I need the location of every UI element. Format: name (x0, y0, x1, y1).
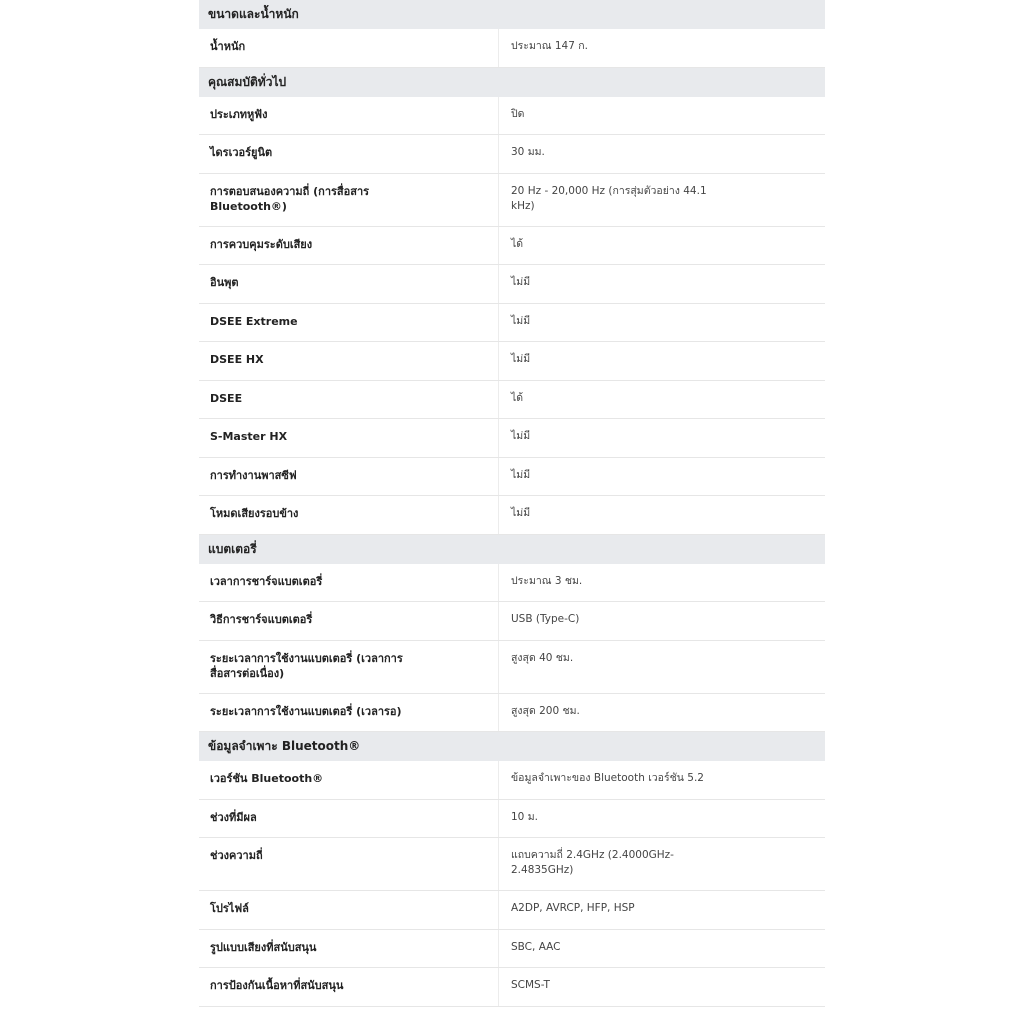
spec-label: ช่วงที่มีผล (199, 800, 499, 838)
spec-label: DSEE HX (199, 342, 499, 380)
spec-row (199, 694, 825, 733)
spec-label: ไดรเวอร์ยูนิต (199, 135, 499, 173)
spec-value: A2DP, AVRCP, HFP, HSP (511, 902, 635, 914)
spec-label: โหมดเสียงรอบข้าง (199, 496, 499, 534)
spec-value: ไม่มี (511, 276, 531, 288)
spec-value: ได้ (511, 237, 524, 250)
spec-row (199, 838, 825, 891)
section-header-size-weight: ขนาดและน้ำหนัก (199, 0, 825, 29)
spec-label: ประเภทหูฟัง (199, 97, 499, 135)
spec-row (199, 97, 825, 136)
spec-label: ระยะเวลาการใช้งานแบตเตอรี่ (เวลาการสื่อสารต่อเนื่อง) (199, 641, 499, 693)
section-header-battery: แบตเตอรี่ (199, 535, 825, 564)
spec-value: ไม่มี (511, 507, 531, 519)
spec-label: การควบคุมระดับเสียง (199, 227, 499, 265)
section-header-general: คุณสมบัติทั่วไป (199, 68, 825, 97)
spec-value: 30 มม. (511, 146, 545, 158)
spec-label: วิธีการชาร์จแบตเตอรี่ (199, 602, 499, 640)
spec-label: โปรไฟล์ (199, 891, 499, 929)
spec-row (199, 564, 825, 603)
spec-label: DSEE (199, 381, 499, 419)
spec-label: เวอร์ชัน Bluetooth® (199, 761, 499, 799)
spec-value: ประมาณ 147 ก. (511, 40, 588, 52)
spec-row (199, 602, 825, 641)
spec-value: 10 ม. (511, 810, 538, 823)
spec-row (199, 891, 825, 930)
spec-label: อินพุต (199, 265, 499, 303)
spec-row (199, 930, 825, 969)
spec-row (199, 800, 825, 839)
spec-value: ไม่มี (511, 468, 531, 481)
spec-row (199, 458, 825, 497)
spec-row (199, 381, 825, 420)
spec-label: S-Master HX (199, 419, 499, 457)
spec-label: ระยะเวลาการใช้งานแบตเตอรี่ (เวลารอ) (199, 694, 499, 732)
spec-table (199, 0, 825, 1007)
spec-row (199, 968, 825, 1007)
spec-row (199, 304, 825, 343)
spec-value: ข้อมูลจำเพาะของ Bluetooth เวอร์ชัน 5.2 (511, 772, 704, 784)
spec-value: ไม่มี (511, 353, 531, 365)
spec-value: SCMS-T (511, 979, 550, 991)
spec-value: ปิด (511, 107, 525, 120)
spec-row (199, 641, 825, 694)
spec-value: สูงสุด 200 ชม. (511, 704, 580, 717)
spec-row (199, 135, 825, 174)
spec-row (199, 265, 825, 304)
spec-value: แถบความถี่ 2.4GHz (2.4000GHz-2.4835GHz) (511, 849, 674, 876)
spec-label: การป้องกันเนื้อหาที่สนับสนุน (199, 968, 499, 1006)
spec-label: DSEE Extreme (199, 304, 499, 342)
spec-value: USB (Type-C) (511, 613, 580, 625)
spec-row (199, 761, 825, 800)
spec-row (199, 29, 825, 68)
spec-value: ประมาณ 3 ชม. (511, 574, 583, 587)
spec-label: น้ำหนัก (199, 29, 499, 67)
spec-value: SBC, AAC (511, 940, 561, 953)
spec-label: รูปแบบเสียงที่สนับสนุน (199, 930, 499, 968)
spec-label: เวลาการชาร์จแบตเตอรี่ (199, 564, 499, 602)
spec-row (199, 496, 825, 535)
spec-value: สูงสุด 40 ชม. (511, 651, 574, 664)
spec-value: ไม่มี (511, 314, 531, 327)
spec-value: ไม่มี (511, 430, 531, 442)
spec-value: ได้ (511, 391, 524, 404)
spec-row (199, 174, 825, 227)
spec-label: การตอบสนองความถี่ (การสื่อสาร Bluetooth®) (199, 174, 499, 226)
spec-row (199, 227, 825, 266)
spec-value: 20 Hz - 20,000 Hz (การสุ่มตัวอย่าง 44.1 kHz) (511, 184, 707, 212)
spec-row (199, 342, 825, 381)
spec-label: ช่วงความถี่ (199, 838, 499, 890)
spec-label: การทำงานพาสซีฟ (199, 458, 499, 496)
section-header-bluetooth: ข้อมูลจำเพาะ Bluetooth® (199, 732, 825, 761)
spec-row (199, 419, 825, 458)
